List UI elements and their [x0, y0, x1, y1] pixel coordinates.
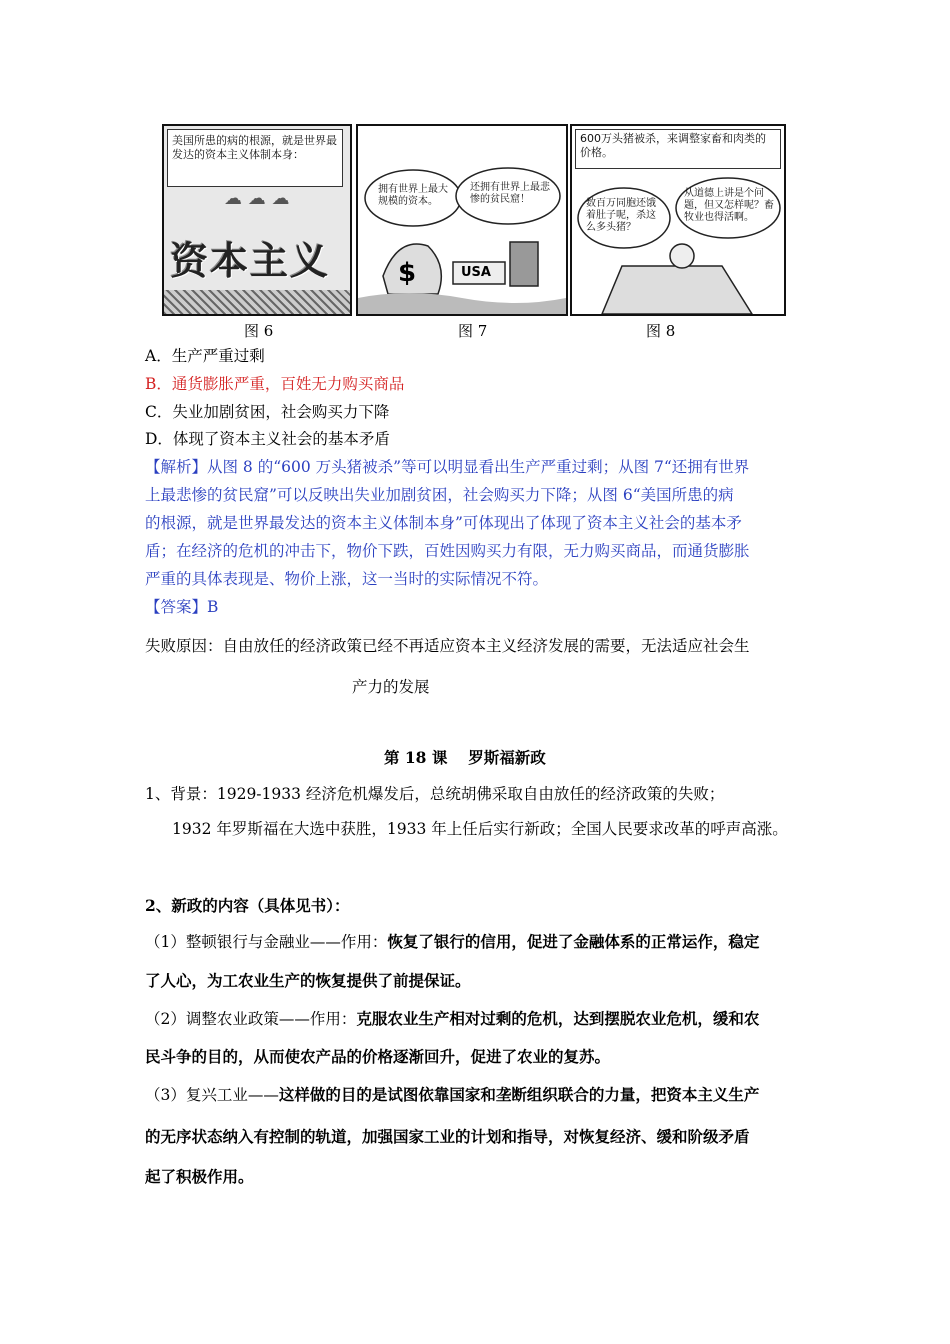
- figure-8-bubble-left: 数百万同胞还饿着肚子呢，杀这么多头猪？: [586, 198, 656, 233]
- figure-6-caption: 图 6: [244, 322, 274, 340]
- item-3-bold: 这样做的目的是试图依靠国家和垄断组织联合的力量，把资本主义生产: [278, 1085, 760, 1104]
- item-3-prefix: （3）复兴工业——: [145, 1086, 279, 1104]
- item-1-line-2: 了人心，为工农业生产的恢复提供了前提保证。: [145, 971, 471, 990]
- item-3-line-3: 起了积极作用。: [145, 1167, 254, 1186]
- figure-6-cloud-icon: ☁ ☁ ☁: [224, 188, 290, 209]
- item-1-bold: 恢复了银行的信用，促进了金融体系的正常运作，稳定: [387, 932, 760, 951]
- figure-7-caption: 图 7: [458, 322, 488, 340]
- figure-7-usa-label: USA: [461, 265, 491, 280]
- figure-6-big-text: 资本主义: [170, 239, 331, 283]
- failure-line-1: 失败原因：自由放任的经济政策已经不再适应资本主义经济发展的需要，无法适应社会生: [145, 637, 750, 655]
- figure-6-cartoon: [162, 124, 352, 316]
- item-2-prefix: （2）调整农业政策——作用：: [145, 1010, 357, 1028]
- background-line-2: 1932 年罗斯福在大选中获胜，1933 年上任后实行新政；全国人民要求改革的呼声高涨。: [172, 820, 788, 838]
- item-3-line-1: [145, 1085, 759, 1105]
- figure-6-crack-icon: [164, 290, 350, 314]
- item-3-line-2: 的无序状态纳入有控制的轨道，加强国家工业的计划和指导，对恢复经济、缓和阶级矛盾: [145, 1127, 750, 1146]
- item-2-line-1: [145, 1009, 759, 1029]
- answer-line: 【答案】B: [145, 598, 219, 616]
- figure-8-bubble-right: 从道德上讲是个问题，但又怎样呢？畜牧业也得活啊。: [684, 188, 774, 223]
- figure-8-cartoon: [570, 124, 786, 316]
- item-2-line-2: 民斗争的目的，从而使农产品的价格逐渐回升，促进了农业的复苏。: [145, 1047, 611, 1066]
- option-b: B．通货膨胀严重，百姓无力购买商品: [145, 375, 405, 393]
- item-1-prefix: （1）整顿银行与金融业——作用：: [145, 933, 388, 951]
- item-1-line-1: [145, 932, 759, 952]
- figure-7-cartoon: [356, 124, 568, 316]
- failure-line-2: 产力的发展: [352, 678, 430, 696]
- option-a: A．生产严重过剩: [145, 347, 265, 365]
- background-line-1: 1、背景：1929-1933 经济危机爆发后，总统胡佛采取自由放任的经济政策的失败；: [145, 785, 725, 803]
- figure-6-box-text: 美国所患的病的根源，就是世界最发达的资本主义体制本身：: [172, 134, 337, 161]
- analysis-line-5: 严重的具体表现是、物价上涨，这一当时的实际情况不符。: [145, 570, 549, 588]
- analysis-line-1: 【解析】从图 8 的“600 万头猪被杀”等可以明显看出生产严重过剩；从图 7“还拥有世界: [145, 458, 750, 476]
- figure-7-bubble-right: 还拥有世界上最悲惨的贫民窟！: [470, 182, 550, 205]
- option-d: D．体现了资本主义社会的基本矛盾: [145, 430, 390, 448]
- figure-7-bubbles: [358, 126, 566, 314]
- analysis-line-2: 上最悲惨的贫民窟”可以反映出失业加剧贫困，社会购买力下降；从图 6“美国所患的病: [145, 486, 734, 504]
- content-title: 2、新政的内容（具体见书）：: [145, 896, 350, 915]
- option-c: C．失业加剧贫困，社会购买力下降: [145, 403, 390, 421]
- figure-7-dollar-icon: $: [398, 258, 417, 288]
- analysis-line-4: 盾；在经济的危机的冲击下，物价下跌，百姓因购买力有限，无力购买商品，而通货膨胀: [145, 542, 750, 560]
- figure-8-caption: 图 8: [646, 322, 676, 340]
- analysis-line-3: 的根源，就是世界最发达的资本主义体制本身”可体现出了体现了资本主义社会的基本矛: [145, 514, 742, 532]
- figure-8-box-text: 600万头猪被杀，来调整家畜和肉类的价格。: [580, 132, 766, 159]
- lesson-title: 第 18 课 罗斯福新政: [384, 748, 546, 767]
- item-2-bold: 克服农业生产相对过剩的危机，达到摆脱农业危机，缓和农: [356, 1009, 760, 1028]
- figure-7-bubble-left: 拥有世界上最大规模的资本。: [378, 184, 448, 207]
